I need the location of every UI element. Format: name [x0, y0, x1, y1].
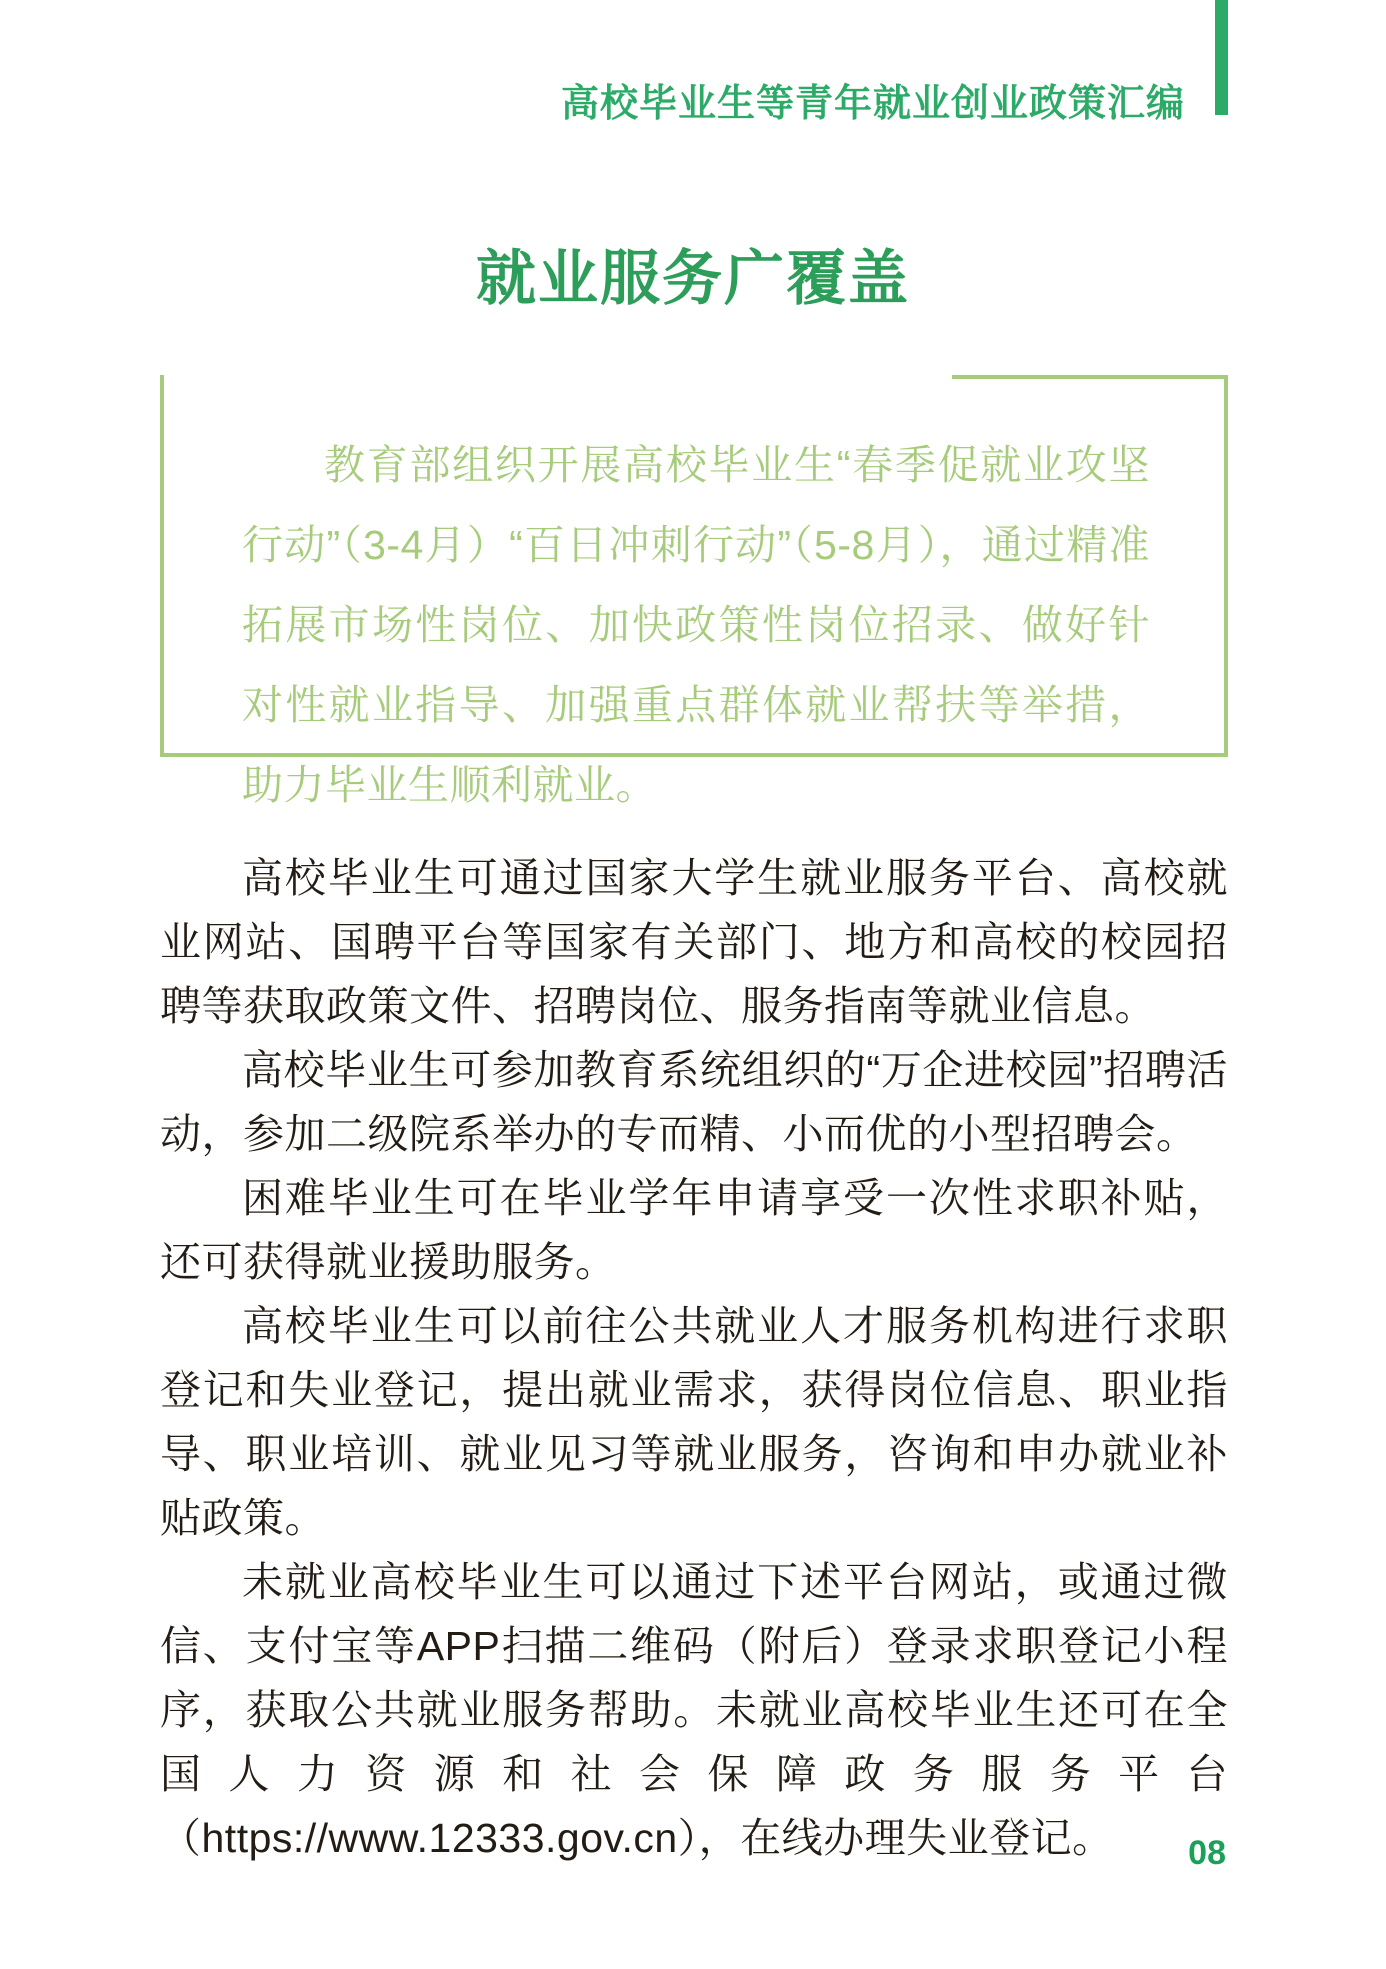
highlight-box — [160, 375, 1228, 808]
highlight-box-text: 教育部组织开展高校毕业生“春季促就业攻坚行动”（3-4月）“百日冲刺行动”（5-8月），通过精准拓展市场性岗位、加快政策性岗位招录、做好针对性就业指导、加强重点群体就业帮扶等举措，助力毕业生顺利就业。 — [242, 442, 1150, 808]
header-accent-bar — [1215, 0, 1228, 115]
highlight-box-top-border — [952, 375, 1224, 379]
paragraph-4: 高校毕业生可以前往公共就业人才服务机构进行求职登记和失业登记，提出就业需求，获得岗位信息、职业指导、职业培训、就业见习等就业服务，咨询和申办就业补贴政策。 — [160, 1303, 1228, 1541]
header-title: 高校毕业生等青年就业创业政策汇编 — [560, 83, 1185, 125]
paragraph-2: 高校毕业生可参加教育系统组织的“万企进校园”招聘活动，参加二级院系举办的专而精、小而优的小型招聘会。 — [160, 1047, 1228, 1157]
page-title: 就业服务广覆盖 — [476, 245, 910, 312]
paragraph-1: 高校毕业生可通过国家大学生就业服务平台、高校就业网站、国聘平台等国家有关部门、地方和高校的校园招聘等获取政策文件、招聘岗位、服务指南等就业信息。 — [160, 855, 1228, 1029]
page-number: 08 — [1188, 1834, 1226, 1872]
body-content — [160, 846, 1228, 1870]
paragraph-5: 未就业高校毕业生可以通过下述平台网站，或通过微信、支付宝等APP扫描二维码（附后）登录求职登记小程序，获取公共就业服务帮助。未就业高校毕业生还可在全国人力资源和社会保障政务服务平台（https://www.12333.gov.cn），在线办理失业登记。 — [160, 1559, 1228, 1861]
paragraph-3: 困难毕业生可在毕业学年申请享受一次性求职补贴，还可获得就业援助服务。 — [160, 1175, 1228, 1285]
